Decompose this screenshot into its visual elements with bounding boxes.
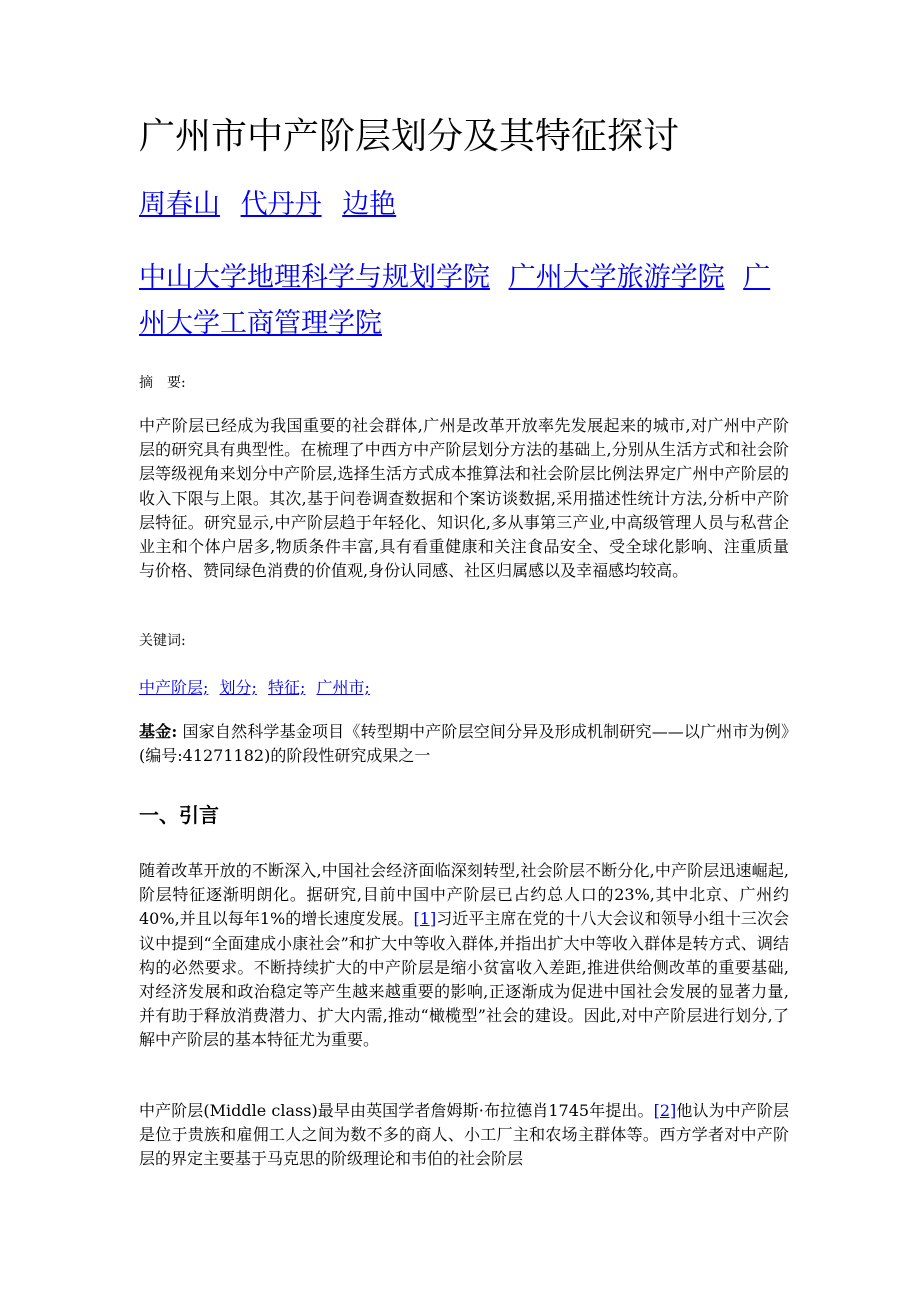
author-link[interactable]: 边艳 <box>342 189 397 220</box>
intro-paragraph-2 <box>139 1099 789 1172</box>
affiliation-link[interactable]: 广州大学工商管理学院 <box>139 262 771 339</box>
citation-link[interactable]: [2] <box>653 1101 677 1120</box>
paragraph-text: 随着改革开放的不断深入,中国社会经济面临深刻转型,社会阶层不断分化,中产阶层迅速崛起,阶层特征逐渐明朗化。据研究,目前中国中产阶层已占约总人口的23%,其中北京、广州约40%,并且以每年1%的增长速度发展。 <box>139 861 789 929</box>
affiliation-link[interactable]: 广州大学旅游学院 <box>508 262 725 293</box>
keyword-link[interactable]: 特征; <box>268 678 306 697</box>
citation-link[interactable]: [1] <box>413 909 437 929</box>
paragraph-text: 习近平主席在党的十八大会议和领导小组十三次会议中提到“全面建成小康社会”和扩大中等收入群体,并指出扩大中等收入群体是转方式、调结构的必然要求。不断持续扩大的中产阶层是缩小贫富收入差距,推进供给侧改革的重要基础,对经济发展和政治稳定等产生越来越重要的影响,正逐渐成为促进中国社会发展的显著力量,并有助于释放消费潜力、扩大内需,推动“橄榄型”社会的建设。因此,对中产阶层进行划分,了解中产阶层的基本特征尤为重要。 <box>139 909 789 1050</box>
affiliation-link[interactable]: 中山大学地理科学与规划学院 <box>139 262 490 293</box>
fund-info <box>139 720 789 768</box>
author-list <box>139 185 408 225</box>
keyword-link[interactable]: 划分; <box>219 678 257 697</box>
paragraph-text: 中产阶层(Middle class)最早由英国学者詹姆斯·布拉德肖1745年提出。 <box>139 1101 654 1120</box>
abstract-label: 摘 要: <box>139 375 186 391</box>
abstract-text: 中产阶层已经成为我国重要的社会群体,广州是改革开放率先发展起来的城市,对广州中产阶层的研究具有典型性。在梳理了中西方中产阶层划分方法的基础上,分别从生活方式和社会阶层等级视角来划分中产阶层,选择生活方式成本推算法和社会阶层比例法界定广州中产阶层的收入下限与上限。其次,基于问卷调查数据和个案访谈数据,采用描述性统计方法,分析中产阶层特征。研究显示,中产阶层趋于年轻化、知识化,多从事第三产业,中高级管理人员与私营企业主和个体户居多,物质条件丰富,具有看重健康和关注食品安全、受全球化影响、注重质量与价格、赞同绿色消费的价值观,身份认同感、社区归属感以及幸福感均较高。 <box>139 416 789 581</box>
author-link[interactable]: 周春山 <box>139 189 220 220</box>
article-title: 广州市中产阶层划分及其特征探讨 <box>139 116 680 157</box>
keyword-list <box>139 676 376 700</box>
keywords-label: 关键词: <box>139 633 186 649</box>
affiliation-list <box>139 255 789 347</box>
author-link[interactable]: 代丹丹 <box>240 189 322 220</box>
fund-text: 国家自然科学基金项目《转型期中产阶层空间分异及形成机制研究——以广州市为例》(编号:41271182)的阶段性研究成果之一 <box>139 722 789 766</box>
intro-paragraph-1 <box>139 859 789 1053</box>
keyword-link[interactable]: 广州市; <box>316 678 370 697</box>
paragraph-text: 他认为中产阶层是位于贵族和雇佣工人之间为数不多的商人、小工厂主和农场主群体等。西方学者对中产阶层的界定主要基于马克思的阶级理论和韦伯的社会阶层 <box>139 1101 789 1169</box>
keyword-link[interactable]: 中产阶层; <box>139 678 209 697</box>
section-heading-introduction: 一、引言 <box>139 803 219 827</box>
fund-label: 基金: <box>139 722 178 741</box>
